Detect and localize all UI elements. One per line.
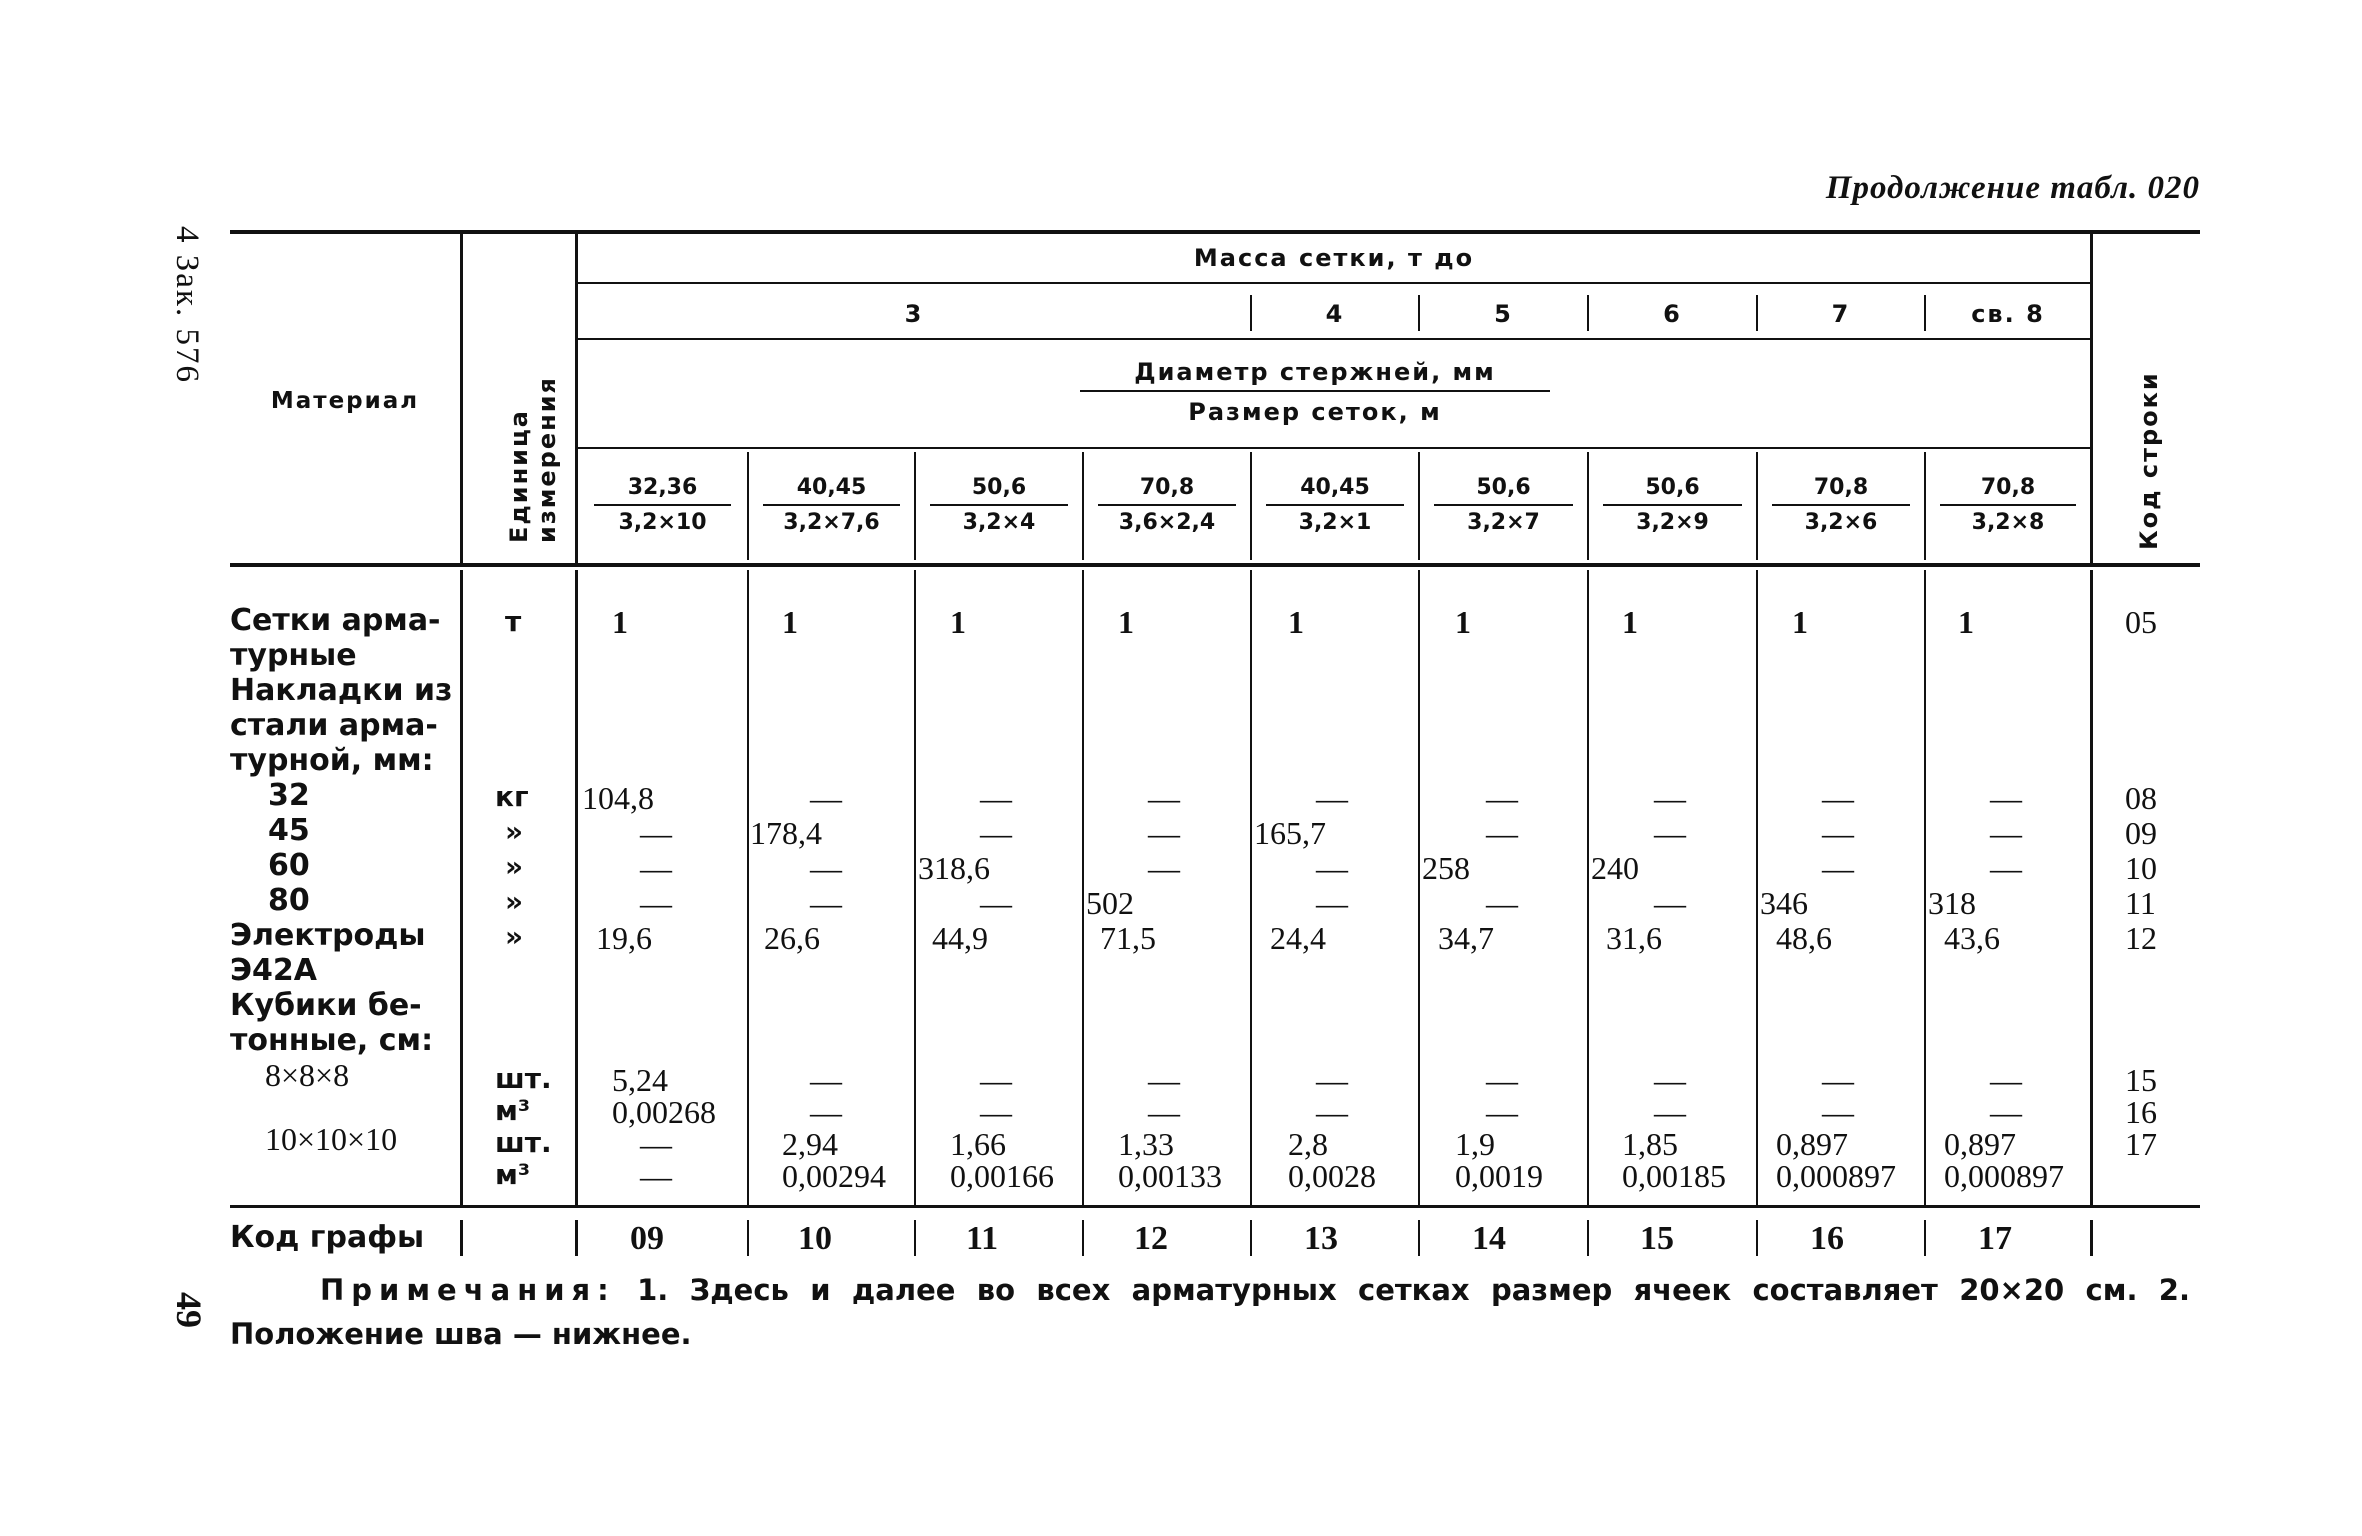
col-fraction-5: $\frac{40,45}{3,2\times 1}$ (1252, 475, 1418, 535)
table-cell: 1 (1288, 604, 1304, 640)
table-cell: 0,000897 (1944, 1158, 2064, 1194)
mass-header: Масса сетки, т до (1193, 244, 1475, 272)
footer-sep (914, 1220, 916, 1256)
body-col-sep (1924, 570, 1926, 1205)
table-cell: — (1486, 815, 1518, 851)
material-header: Материал (270, 388, 420, 414)
table-cell: 0,897 (1776, 1126, 1848, 1162)
mass-rule (578, 282, 2090, 284)
table-cell: — (1990, 1094, 2022, 1130)
header-divider-unit (575, 234, 578, 564)
footer-sep (1250, 1220, 1252, 1256)
table-cell: — (1990, 780, 2022, 816)
table-cell: — (810, 850, 842, 886)
unit-cell: » (505, 885, 524, 918)
table-cell: 1 (612, 604, 628, 640)
unit-cell: шт. (495, 1062, 552, 1095)
footer-sep (460, 1220, 463, 1256)
material-label: стали арма- (230, 708, 438, 743)
table-cell: 5,24 (612, 1062, 668, 1098)
body-col-sep (747, 570, 749, 1205)
table-cell: 26,6 (764, 920, 820, 956)
table-cell: 1,9 (1455, 1126, 1495, 1162)
table-cell: 258 (1422, 850, 1470, 886)
col-fraction-1: $\frac{32,36}{3,2\times 10}$ (580, 475, 745, 535)
row-code: 17 (2125, 1126, 2157, 1162)
diameter-header: Диаметр стержней, мм (1080, 358, 1550, 392)
col-fraction-4: $\frac{70,8}{3,6\times 2,4}$ (1084, 475, 1250, 535)
column-code-label: Код графы (230, 1220, 425, 1255)
column-code: 09 (630, 1220, 664, 1257)
header-divider-code (2090, 234, 2093, 564)
table-cell: — (1654, 780, 1686, 816)
table-cell: — (1654, 815, 1686, 851)
body-col-sep (1587, 570, 1589, 1205)
footer-sep (1418, 1220, 1420, 1256)
row-code-header: Код строки (2135, 371, 2163, 550)
table-cell: 318,6 (918, 850, 990, 886)
table-cell: 1 (950, 604, 966, 640)
size-header: Размер сеток, м (1188, 398, 1442, 426)
table-cell: 1,85 (1622, 1126, 1678, 1162)
table-cell: — (1822, 815, 1854, 851)
table-cell: 0,00268 (612, 1094, 716, 1130)
top-rule (230, 230, 2200, 234)
row-code: 08 (2125, 780, 2157, 816)
table-cell: 178,4 (750, 815, 822, 851)
table-cell: 318 (1928, 885, 1976, 921)
table-cell: — (810, 780, 842, 816)
size-rule (578, 447, 2090, 449)
table-cell: — (980, 815, 1012, 851)
header-bottom-rule (230, 563, 2200, 567)
table-cell: — (1822, 850, 1854, 886)
column-code: 16 (1810, 1220, 1844, 1257)
material-label: 45 (268, 813, 310, 848)
row-code: 15 (2125, 1062, 2157, 1098)
col-fraction-9: $\frac{70,8}{3,2\times 8}$ (1926, 475, 2090, 535)
table-cell: — (1654, 1062, 1686, 1098)
mass-group-4: 4 (1325, 300, 1345, 328)
material-label: Накладки из (230, 673, 453, 708)
mass-group-5: 5 (1494, 300, 1513, 328)
table-cell: 2,8 (1288, 1126, 1328, 1162)
table-cell: — (640, 815, 672, 851)
row-code: 10 (2125, 850, 2157, 886)
table-cell: — (1148, 780, 1180, 816)
table-cell: 165,7 (1254, 815, 1326, 851)
column-code: 13 (1304, 1220, 1338, 1257)
table-cell: — (1148, 850, 1180, 886)
body-divider-unit (575, 570, 578, 1205)
table-cell: 1 (782, 604, 798, 640)
column-code: 12 (1134, 1220, 1168, 1257)
table-cell: 1 (1118, 604, 1134, 640)
table-cell: — (1148, 815, 1180, 851)
row-code: 16 (2125, 1094, 2157, 1130)
table-cell: 48,6 (1776, 920, 1832, 956)
table-cell: 104,8 (582, 780, 654, 816)
table-cell: 1 (1958, 604, 1974, 640)
table-cell: — (1654, 1094, 1686, 1130)
mass-group-7: 7 (1831, 300, 1851, 328)
table-cell: — (1316, 780, 1348, 816)
notes-text: 1. Здесь и далее во всех арматурных сетках размер ячеек составляет 20×20 см. 2. Положение шва — нижнее. (230, 1273, 2190, 1351)
body-bottom-rule (230, 1205, 2200, 1208)
footer-sep (1587, 1220, 1589, 1256)
unit-cell: шт. (495, 1126, 552, 1159)
table-cell: — (1316, 1062, 1348, 1098)
table-cell: — (1486, 780, 1518, 816)
material-label: 60 (268, 848, 310, 883)
table-cell: — (980, 885, 1012, 921)
row-code: 11 (2125, 885, 2156, 921)
table-cell: 71,5 (1100, 920, 1156, 956)
table-cell: 1 (1792, 604, 1808, 640)
table-cell: — (1990, 1062, 2022, 1098)
unit-cell: » (505, 850, 524, 883)
table-cell: 1 (1622, 604, 1638, 640)
column-code: 10 (798, 1220, 832, 1257)
col-fraction-6: $\frac{50,6}{3,2\times 7}$ (1420, 475, 1587, 535)
table-cell: — (640, 1126, 672, 1162)
row-code: 12 (2125, 920, 2157, 956)
body-col-sep (1418, 570, 1420, 1205)
table-cell: 1,66 (950, 1126, 1006, 1162)
col-fraction-8: $\frac{70,8}{3,2\times 6}$ (1758, 475, 1924, 535)
mass-group-6: 6 (1663, 300, 1682, 328)
table-cell: — (1316, 1094, 1348, 1130)
table-cell: 0,0028 (1288, 1158, 1376, 1194)
column-code: 17 (1978, 1220, 2012, 1257)
row-code: 05 (2125, 604, 2157, 640)
unit-header: Единица измерения (505, 376, 561, 543)
body-divider-material (460, 570, 463, 1205)
table-cell: — (640, 1158, 672, 1194)
table-cell: — (1148, 1062, 1180, 1098)
table-cell: — (1822, 1062, 1854, 1098)
table-cell: — (1486, 1062, 1518, 1098)
table-cell: — (1148, 1094, 1180, 1130)
mass-group-3: 3 (904, 300, 924, 328)
footer-sep (1924, 1220, 1926, 1256)
table-cell: — (810, 885, 842, 921)
col-fraction-7: $\frac{50,6}{3,2\times 9}$ (1589, 475, 1756, 535)
table-cell: — (980, 1062, 1012, 1098)
table-cell: 0,00166 (950, 1158, 1054, 1194)
row-code: 09 (2125, 815, 2157, 851)
body-col-sep (1756, 570, 1758, 1205)
table-cell: 1 (1455, 604, 1471, 640)
table-cell: 346 (1760, 885, 1808, 921)
header-divider-material (460, 234, 463, 564)
footer-sep (2090, 1220, 2093, 1256)
col-fraction-3: $\frac{50,6}{3,2\times 4}$ (916, 475, 1082, 535)
group-rule (578, 338, 2090, 340)
material-label: Э42А (230, 953, 317, 988)
table-cell: 24,4 (1270, 920, 1326, 956)
table-cell: — (1822, 1094, 1854, 1130)
material-label: турные (230, 638, 357, 673)
table-cell: — (980, 780, 1012, 816)
table-cell: 0,897 (1944, 1126, 2016, 1162)
material-label: 80 (268, 883, 310, 918)
column-code: 15 (1640, 1220, 1674, 1257)
footer-sep (1756, 1220, 1758, 1256)
table-cell: 0,00133 (1118, 1158, 1222, 1194)
table-cell: 0,00185 (1622, 1158, 1726, 1194)
table-cell: — (1822, 780, 1854, 816)
table-cell: 0,000897 (1776, 1158, 1896, 1194)
table-cell: — (1486, 1094, 1518, 1130)
footer-sep (1082, 1220, 1084, 1256)
table-cell: — (1654, 885, 1686, 921)
table-cell: — (640, 885, 672, 921)
order-number-side: 4 Зак. 576 (169, 226, 205, 384)
col-fraction-2: $\frac{40,45}{3,2\times 7,6}$ (749, 475, 914, 535)
table-cell: 44,9 (932, 920, 988, 956)
table-notes (230, 1268, 2190, 1356)
footer-sep (747, 1220, 749, 1256)
table-cell: 0,0019 (1455, 1158, 1543, 1194)
unit-cell: м³ (495, 1158, 531, 1191)
material-label: 32 (268, 778, 310, 813)
material-label: Сетки арма- (230, 603, 441, 638)
material-label: 8×8×8 (265, 1057, 350, 1093)
table-cell: 43,6 (1944, 920, 2000, 956)
column-code: 14 (1472, 1220, 1506, 1257)
material-label: турной, мм: (230, 743, 434, 778)
unit-cell: » (505, 920, 524, 953)
table-cell: 2,94 (782, 1126, 838, 1162)
table-cell: 31,6 (1606, 920, 1662, 956)
body-divider-code (2090, 570, 2093, 1205)
footer-sep (575, 1220, 578, 1256)
material-label: 10×10×10 (265, 1121, 398, 1157)
unit-cell: м³ (495, 1094, 531, 1127)
unit-cell: т (505, 605, 522, 638)
table-cell: 502 (1086, 885, 1134, 921)
table-cell: 34,7 (1438, 920, 1494, 956)
mass-group-over-8: св. 8 (1971, 300, 2045, 328)
table-cell: — (1990, 850, 2022, 886)
table-cell: 240 (1591, 850, 1639, 886)
body-col-sep (1250, 570, 1252, 1205)
table-cell: 0,00294 (782, 1158, 886, 1194)
table-caption: Продолжение табл. 020 (1825, 170, 2200, 206)
notes-lead: Примечания: (320, 1273, 616, 1307)
column-code: 11 (966, 1220, 999, 1257)
table-cell: — (810, 1062, 842, 1098)
table-cell: — (1990, 815, 2022, 851)
unit-cell: кг (495, 780, 529, 813)
table-cell: — (1316, 850, 1348, 886)
table-cell: — (1316, 885, 1348, 921)
material-label: тонные, см: (230, 1023, 434, 1058)
body-col-sep (914, 570, 916, 1205)
table-cell: — (810, 1094, 842, 1130)
table-cell: — (640, 850, 672, 886)
material-label: Кубики бе- (230, 988, 422, 1023)
unit-cell: » (505, 815, 524, 848)
table-cell: 1,33 (1118, 1126, 1174, 1162)
material-label: Электроды (230, 918, 426, 953)
page-number: 49 (169, 1292, 209, 1328)
table-cell: 19,6 (596, 920, 652, 956)
table-cell: — (980, 1094, 1012, 1130)
table-cell: — (1486, 885, 1518, 921)
body-col-sep (1082, 570, 1084, 1205)
